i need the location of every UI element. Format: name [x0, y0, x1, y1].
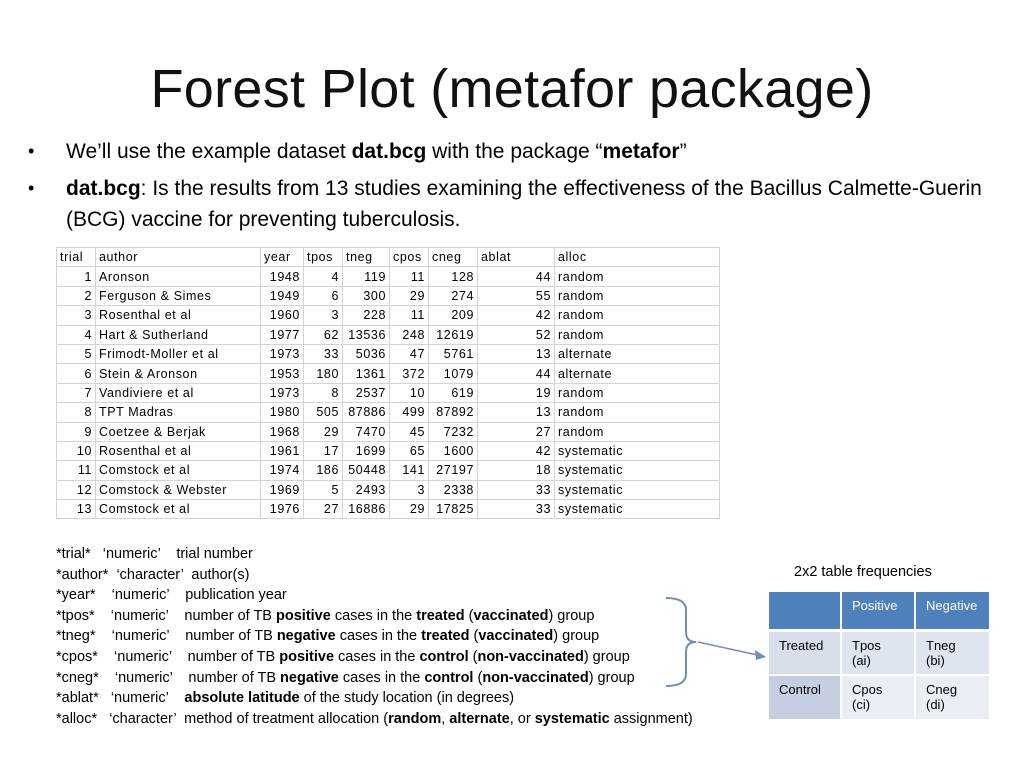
bullet-list	[28, 136, 988, 241]
cell-cneg: 17825	[429, 500, 478, 519]
cell-cneg: 619	[429, 383, 478, 402]
table-row	[57, 325, 720, 344]
legend-text: alternate	[449, 710, 510, 727]
cell-alloc: random	[555, 325, 720, 344]
legend-text: non-vaccinated	[482, 669, 589, 686]
arrow-head	[755, 650, 766, 660]
cell-alloc: random	[555, 383, 720, 402]
cell-author: Comstock & Webster	[96, 480, 261, 499]
cell-alloc: alternate	[555, 364, 720, 383]
cell-cpos: 47	[390, 344, 429, 363]
table-row	[57, 500, 720, 519]
cell-year: 1953	[261, 364, 304, 383]
legend-text: negative	[276, 628, 336, 645]
cell-cneg: Cneg (di)	[916, 674, 989, 719]
cell-ablat: 42	[478, 441, 555, 460]
cell-year: 1960	[261, 306, 304, 325]
frequency-table	[769, 592, 989, 719]
table-header-row	[57, 248, 720, 267]
cell-ablat: 55	[478, 286, 555, 305]
cell-tneg: 87886	[343, 403, 390, 422]
legend-text: absolute latitude	[184, 690, 300, 707]
cell-alloc: systematic	[555, 500, 720, 519]
cell-author: Stein & Aronson	[96, 364, 261, 383]
bullet-text: We’ll use the example dataset dat.bcg with the package “metafor”	[66, 140, 687, 163]
cell-cpos: 3	[390, 480, 429, 499]
cell-tpos: 27	[304, 500, 343, 519]
legend-line	[56, 565, 693, 586]
cell-year: 1969	[261, 480, 304, 499]
legend-text: ,	[441, 710, 450, 727]
cell-cneg: 12619	[429, 325, 478, 344]
cell-tpos: 29	[304, 422, 343, 441]
cell-alloc: systematic	[555, 441, 720, 460]
cell-cpos: 45	[390, 422, 429, 441]
table-row	[57, 461, 720, 480]
legend-text: cases in the	[335, 628, 422, 645]
cell-cneg: 27197	[429, 461, 478, 480]
cell-trial: 1	[57, 267, 96, 286]
legend-text: (	[468, 648, 478, 665]
cell-author: Comstock et al	[96, 461, 261, 480]
bullet-dot: •	[28, 141, 35, 161]
cell-tneg: 13536	[343, 325, 390, 344]
cell-trial: 5	[57, 344, 96, 363]
cell-tneg: 2537	[343, 383, 390, 402]
cell-cpos: 10	[390, 383, 429, 402]
cell-author: Rosenthal et al	[96, 441, 261, 460]
legend-text: ) group	[548, 607, 595, 624]
cell-tneg: 50448	[343, 461, 390, 480]
legend-line	[56, 688, 693, 709]
cell-trial: 3	[57, 306, 96, 325]
arrow-line	[698, 642, 762, 656]
cell-tpos: Tpos (ai)	[842, 629, 916, 674]
cell-trial: 2	[57, 286, 96, 305]
cell-author: Hart & Sutherland	[96, 325, 261, 344]
cell-ablat: 33	[478, 480, 555, 499]
cell-ablat: 13	[478, 344, 555, 363]
cell-trial: 8	[57, 403, 96, 422]
legend-text: negative	[280, 669, 339, 686]
cell-tpos: 17	[304, 441, 343, 460]
cell-cpos: 29	[390, 500, 429, 519]
legend-text: control	[424, 669, 474, 686]
cell-cpos: 372	[390, 364, 429, 383]
table-row	[57, 403, 720, 422]
legend-text: treated	[416, 607, 465, 624]
legend-text: *cneg* ‘numeric’ number of TB	[56, 669, 281, 686]
cell-alloc: random	[555, 403, 720, 422]
frequency-header-row	[769, 592, 989, 629]
cell-cpos: Cpos (ci)	[842, 674, 916, 719]
legend-line	[56, 606, 693, 627]
cell-tneg: Tneg (bi)	[916, 629, 989, 674]
table-row	[57, 286, 720, 305]
column-header-ablat: ablat	[478, 248, 555, 267]
cell-year: 1976	[261, 500, 304, 519]
legend-text: positive	[279, 648, 335, 665]
legend-text: assignment)	[609, 710, 693, 727]
cell-cneg: 5761	[429, 344, 478, 363]
cell-alloc: random	[555, 286, 720, 305]
cell-tneg: 1699	[343, 441, 390, 460]
cell-tneg: 300	[343, 286, 390, 305]
cell-alloc: random	[555, 306, 720, 325]
cell-tpos: 186	[304, 461, 343, 480]
cell-cpos: 141	[390, 461, 429, 480]
legend-text: *author* ‘character’ author(s)	[56, 566, 250, 583]
cell-cneg: 1600	[429, 441, 478, 460]
cell-tpos: 3	[304, 306, 343, 325]
frequency-table-title: 2x2 table frequencies	[794, 564, 932, 580]
cell-year: 1973	[261, 344, 304, 363]
cell-year: 1968	[261, 422, 304, 441]
cell-tneg: 2493	[343, 480, 390, 499]
cell-cneg: 128	[429, 267, 478, 286]
cell-tpos: 180	[304, 364, 343, 383]
cell-author: Ferguson & Simes	[96, 286, 261, 305]
table-row	[57, 267, 720, 286]
row-label-control: Control	[769, 674, 842, 719]
cell-cneg: 7232	[429, 422, 478, 441]
cell-author: Vandiviere et al	[96, 383, 261, 402]
column-header-alloc: alloc	[555, 248, 720, 267]
cell-trial: 13	[57, 500, 96, 519]
cell-author: Coetzee & Berjak	[96, 422, 261, 441]
cell-cneg: 209	[429, 306, 478, 325]
column-header-tpos: tpos	[304, 248, 343, 267]
cell-year: 1977	[261, 325, 304, 344]
cell-ablat: 19	[478, 383, 555, 402]
cell-trial: 6	[57, 364, 96, 383]
slide-title: Forest Plot (metafor package)	[150, 59, 874, 119]
legend-text: systematic	[534, 710, 610, 727]
legend-text: vaccinated	[473, 607, 549, 624]
cell-tpos: 33	[304, 344, 343, 363]
cell-alloc: alternate	[555, 344, 720, 363]
dataset-table	[56, 247, 720, 519]
cell-cpos: 29	[390, 286, 429, 305]
legend-text: *trial* ‘numeric’ trial number	[56, 546, 253, 562]
cell-author: Aronson	[96, 267, 261, 286]
bullet-item	[28, 173, 988, 235]
cell-cpos: 499	[390, 403, 429, 422]
legend-text: cases in the	[330, 607, 417, 624]
cell-year: 1948	[261, 267, 304, 286]
column-header-tneg: tneg	[343, 248, 390, 267]
table-row	[57, 383, 720, 402]
table-row	[57, 364, 720, 383]
cell-tpos: 8	[304, 383, 343, 402]
legend-text: (	[473, 669, 483, 686]
cell-ablat: 13	[478, 403, 555, 422]
legend-text: cases in the	[338, 669, 425, 686]
cell-trial: 9	[57, 422, 96, 441]
cell-alloc: random	[555, 422, 720, 441]
cell-alloc: systematic	[555, 480, 720, 499]
table-row	[57, 306, 720, 325]
legend-text: *cpos* ‘numeric’ number of TB	[56, 648, 280, 665]
legend-text: ) group	[588, 669, 635, 686]
cell-tpos: 62	[304, 325, 343, 344]
bullet-item	[28, 136, 988, 167]
cell-tpos: 505	[304, 403, 343, 422]
legend-text: *tneg* ‘numeric’ number of TB	[56, 628, 277, 645]
legend-text: *alloc* ‘character’ method of treatment allocation (	[56, 710, 389, 727]
legend-text: ) group	[553, 628, 600, 645]
cell-trial: 4	[57, 325, 96, 344]
frequency-row-treated	[769, 629, 989, 674]
column-header-trial: trial	[57, 248, 96, 267]
legend-line	[56, 709, 693, 730]
cell-ablat: 33	[478, 500, 555, 519]
legend-text: vaccinated	[478, 628, 554, 645]
column-header-author: author	[96, 248, 261, 267]
cell-ablat: 52	[478, 325, 555, 344]
column-header-year: year	[261, 248, 304, 267]
legend-line	[56, 585, 693, 606]
bracket-arrow	[660, 596, 770, 696]
cell-cneg: 274	[429, 286, 478, 305]
cell-year: 1973	[261, 383, 304, 402]
legend-text: random	[388, 710, 442, 727]
cell-cpos: 248	[390, 325, 429, 344]
cell-tpos: 6	[304, 286, 343, 305]
frequency-header-positive: Positive	[842, 592, 916, 629]
legend-text: *tpos* ‘numeric’ number of TB	[56, 607, 277, 624]
cell-trial: 11	[57, 461, 96, 480]
legend-text: positive	[276, 607, 331, 624]
legend-text: cases in the	[334, 648, 420, 665]
cell-author: Frimodt-Moller et al	[96, 344, 261, 363]
table-row	[57, 344, 720, 363]
column-header-cneg: cneg	[429, 248, 478, 267]
legend-text: non-vaccinated	[477, 648, 584, 665]
cell-ablat: 18	[478, 461, 555, 480]
cell-ablat: 27	[478, 422, 555, 441]
cell-tneg: 7470	[343, 422, 390, 441]
cell-ablat: 44	[478, 364, 555, 383]
legend-line	[56, 626, 693, 647]
legend-text: , or	[509, 710, 535, 727]
legend-text: of the study location (in degrees)	[299, 690, 515, 707]
cell-trial: 12	[57, 480, 96, 499]
legend-line	[56, 668, 693, 689]
cell-year: 1974	[261, 461, 304, 480]
cell-tneg: 1361	[343, 364, 390, 383]
cell-trial: 10	[57, 441, 96, 460]
legend-text: *year* ‘numeric’ publication year	[56, 587, 287, 604]
legend-line	[56, 647, 693, 668]
bullet-dot: •	[28, 178, 35, 198]
cell-tneg: 228	[343, 306, 390, 325]
cell-tneg: 16886	[343, 500, 390, 519]
cell-author: Rosenthal et al	[96, 306, 261, 325]
frequency-corner-cell	[769, 592, 842, 629]
table-row	[57, 480, 720, 499]
cell-cneg: 2338	[429, 480, 478, 499]
cell-author: TPT Madras	[96, 403, 261, 422]
frequency-row-control	[769, 674, 989, 719]
cell-alloc: random	[555, 267, 720, 286]
legend-text: ) group	[583, 648, 630, 665]
legend-text: *ablat* ‘numeric’	[56, 690, 185, 707]
cell-year: 1980	[261, 403, 304, 422]
cell-cpos: 65	[390, 441, 429, 460]
variable-legend	[56, 544, 693, 729]
cell-tneg: 5036	[343, 344, 390, 363]
legend-line	[56, 544, 693, 565]
column-header-cpos: cpos	[390, 248, 429, 267]
legend-text: (	[469, 628, 479, 645]
cell-alloc: systematic	[555, 461, 720, 480]
legend-text: treated	[421, 628, 470, 645]
cell-ablat: 42	[478, 306, 555, 325]
cell-cpos: 11	[390, 306, 429, 325]
cell-cneg: 87892	[429, 403, 478, 422]
cell-author: Comstock et al	[96, 500, 261, 519]
cell-year: 1949	[261, 286, 304, 305]
cell-year: 1961	[261, 441, 304, 460]
bullet-text: dat.bcg: Is the results from 13 studies examining the effectiveness of the Bacillus Calmette-Guerin (BCG) vaccine for preventing tuberculosis.	[66, 177, 982, 231]
curly-bracket	[666, 598, 696, 686]
cell-cpos: 11	[390, 267, 429, 286]
cell-tpos: 4	[304, 267, 343, 286]
cell-ablat: 44	[478, 267, 555, 286]
row-label-treated: Treated	[769, 629, 842, 674]
frequency-header-negative: Negative	[916, 592, 989, 629]
legend-text: control	[419, 648, 469, 665]
legend-text: (	[464, 607, 474, 624]
table-row	[57, 422, 720, 441]
cell-cneg: 1079	[429, 364, 478, 383]
table-row	[57, 441, 720, 460]
cell-trial: 7	[57, 383, 96, 402]
cell-tpos: 5	[304, 480, 343, 499]
cell-tneg: 119	[343, 267, 390, 286]
